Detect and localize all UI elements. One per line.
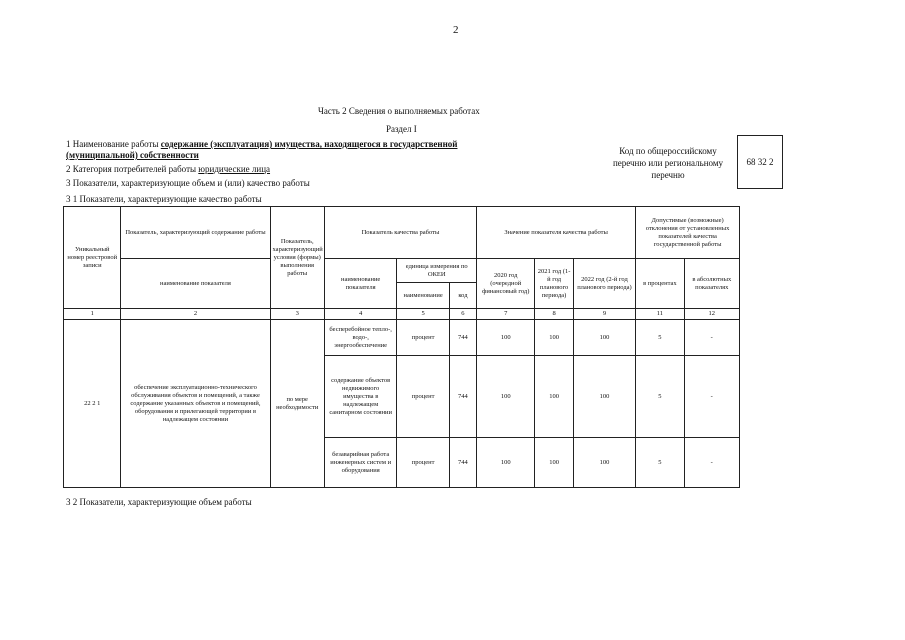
value-2021: 100: [535, 356, 573, 438]
header-unique-number: Уникальный номер реестровой записи: [64, 207, 121, 309]
value-2020: 100: [477, 438, 535, 488]
indicator-name: безаварийная работа инженерных систем и оборудования: [324, 438, 397, 488]
unit-code: 744: [449, 356, 476, 438]
header-2022: 2022 год (2-й год планового периода): [573, 259, 635, 309]
code-value: 68 32 2: [746, 157, 774, 167]
unit-name: процент: [397, 356, 449, 438]
column-number: 2: [121, 309, 270, 320]
column-number: 9: [573, 309, 635, 320]
deviation-percent: 5: [636, 320, 684, 356]
header-quality-name: наименование показателя: [324, 259, 397, 309]
value-2020: 100: [477, 320, 535, 356]
header-content-name: наименование показателя: [121, 259, 270, 309]
header-unit-name: наименование: [397, 283, 449, 309]
header-allowed-deviation: Допустимые (возможные) отклонения от установленных показателей качества государственной работы: [636, 207, 740, 259]
value-2022: 100: [573, 438, 635, 488]
unit-name: процент: [397, 438, 449, 488]
quality-indicators-heading: 3 1 Показатели, характеризующие качество работы: [66, 194, 262, 204]
value-2021: 100: [535, 320, 573, 356]
value-2021: 100: [535, 438, 573, 488]
registry-number: 22 2 1: [64, 320, 121, 488]
deviation-percent: 5: [636, 438, 684, 488]
quality-table: [63, 206, 740, 488]
indicators-heading: 3 Показатели, характеризующие объем и (или) качество работы: [66, 178, 310, 188]
column-number: 3: [270, 309, 324, 320]
header-2021: 2021 год (1-й год планового периода): [535, 259, 573, 309]
header-unit-code: код: [449, 283, 476, 309]
consumer-category-line: [66, 164, 270, 174]
header-quality: Показатель качества работы: [324, 207, 476, 259]
unit-code: 744: [449, 320, 476, 356]
work-condition: по мере необходимости: [270, 320, 324, 488]
consumer-category-label: 2 Категория потребителей работы: [66, 164, 197, 174]
deviation-absolute: -: [684, 356, 739, 438]
work-name-line-2: [66, 150, 199, 160]
column-number: 7: [477, 309, 535, 320]
section-title: Раздел I: [386, 124, 417, 134]
header-content: Показатель, характеризующий содержание работы: [121, 207, 270, 259]
part-title: Часть 2 Сведения о выполняемых работах: [318, 106, 480, 116]
consumer-category-value: юридические лица: [198, 164, 271, 174]
indicator-name: содержание объектов недвижимого имущества в надлежащем санитарном состоянии: [324, 356, 397, 438]
header-unit: единица измерения по ОКЕИ: [397, 259, 477, 283]
work-content: обеспечение эксплуатационно-технического обслуживания объектов и помещений, а также содержание указанных объектов и помещений, оборудования и прилегающей территории в надлежащем состоянии: [121, 320, 270, 488]
value-2022: 100: [573, 356, 635, 438]
header-values: Значение показателя качества работы: [477, 207, 636, 259]
value-2020: 100: [477, 356, 535, 438]
work-name-value: содержание (эксплуатация) имущества, находящегося в государственной: [160, 139, 458, 149]
deviation-absolute: -: [684, 438, 739, 488]
header-condition: Показатель, характеризующий условия (формы) выполнения работы: [270, 207, 324, 309]
work-name-label: 1 Наименование работы: [66, 139, 159, 149]
code-value-box: [737, 135, 783, 189]
header-2020: 2020 год (очередной финансовый год): [477, 259, 535, 309]
work-name-line: [66, 139, 457, 149]
deviation-percent: 5: [636, 356, 684, 438]
value-2022: 100: [573, 320, 635, 356]
column-number: 8: [535, 309, 573, 320]
header-percent: в процентах: [636, 259, 684, 309]
unit-name: процент: [397, 320, 449, 356]
unit-code: 744: [449, 438, 476, 488]
column-number: 1: [64, 309, 121, 320]
column-number: 4: [324, 309, 397, 320]
column-number: 11: [636, 309, 684, 320]
deviation-absolute: -: [684, 320, 739, 356]
indicator-name: бесперебойное тепло-, водо-, энергообеспечение: [324, 320, 397, 356]
column-number: 12: [684, 309, 739, 320]
column-number: 6: [449, 309, 476, 320]
code-label: Код по общероссийскому перечню или региональному перечню: [612, 146, 724, 180]
column-number: 5: [397, 309, 449, 320]
page-number: 2: [453, 24, 459, 36]
volume-indicators-heading: 3 2 Показатели, характеризующие объем работы: [66, 497, 252, 507]
work-name-value-cont: (муниципальной) собственности: [66, 150, 199, 160]
header-absolute: в абсолютных показателях: [684, 259, 739, 309]
